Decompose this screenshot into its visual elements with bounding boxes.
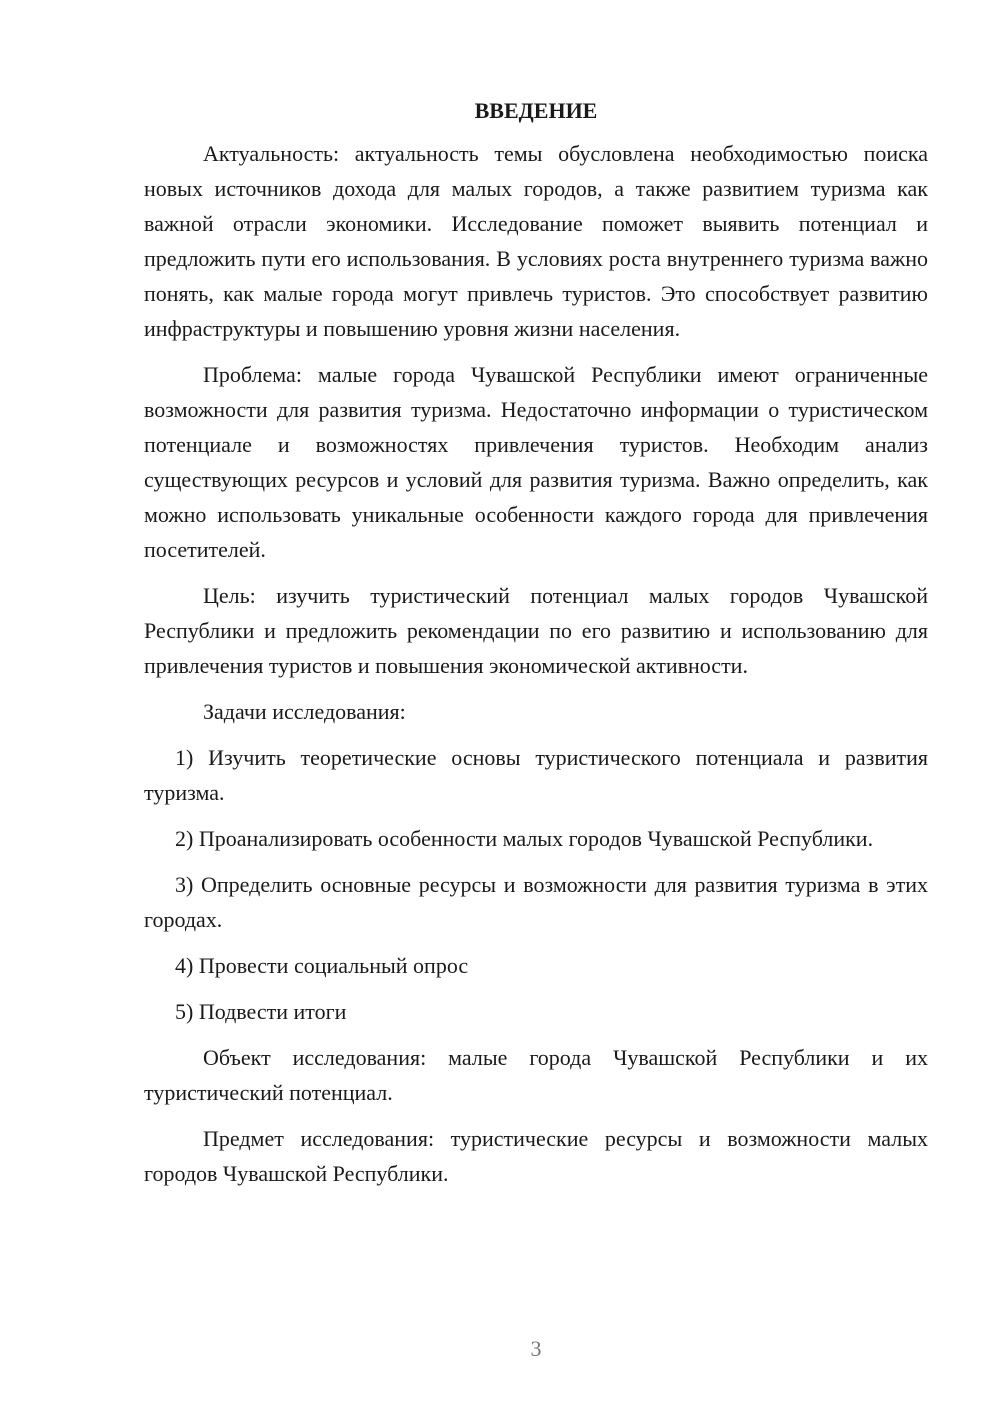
paragraph-tasks-title: Задачи исследования: (203, 699, 406, 724)
paragraph-relevance: Актуальность: актуальность темы обусловлена необходимостью поиска новых источников дохода для малых городов, а также развитием туризма как важной отрасли экономики. Исследование поможет выявить потенциал и предложить пути его использования. В условиях роста внутреннего туризма важно понять, как малые города могут привлечь туристов. Это способствует развитию инфраструктуры и повышению уровня жизни населения. (144, 141, 928, 341)
paragraph-subject: Предмет исследования: туристические ресурсы и возможности малых городов Чувашской Республики. (144, 1126, 928, 1186)
task-item-4: 4) Провести социальный опрос (175, 953, 469, 978)
section-heading: ВВЕДЕНИЕ (474, 98, 598, 123)
task-item-3: 3) Определить основные ресурсы и возможности для развития туризма в этих городах. (144, 872, 928, 932)
page-number: 3 (530, 1336, 542, 1361)
paragraph-problem: Проблема: малые города Чувашской Республики имеют ограниченные возможности для развития туризма. Недостаточно информации о туристическом потенциале и возможностях привлечения туристов. Необходим анализ существующих ресурсов и условий для развития туризма. Важно определить, как можно использовать уникальные особенности каждого города для привлечения посетителей. (144, 362, 928, 562)
page-content (144, 96, 928, 1202)
task-item-5: 5) Подвести итоги (175, 999, 347, 1024)
paragraph-goal: Цель: изучить туристический потенциал малых городов Чувашской Республики и предложить рекомендации по его развитию и использованию для привлечения туристов и повышения экономической активности. (144, 583, 928, 678)
task-item-2: 2) Проанализировать особенности малых городов Чувашской Республики. (175, 826, 874, 851)
paragraph-object: Объект исследования: малые города Чувашской Республики и их туристический потенциал. (144, 1045, 928, 1105)
task-item-1: 1) Изучить теоретические основы туристического потенциала и развития туризма. (144, 745, 928, 805)
